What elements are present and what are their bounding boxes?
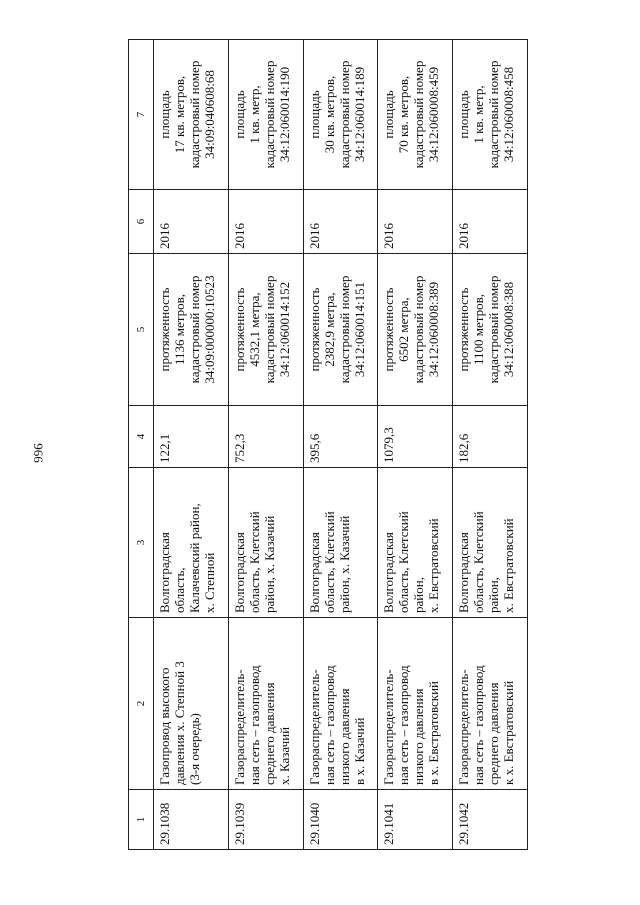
land-plot: площадь 1 кв. метр, кадастровый номер 34:12:060008:458 (453, 40, 528, 190)
object-characteristics: протяженность 4532,1 метра, кадастровый номер 34:12:060014:152 (228, 254, 303, 406)
object-characteristics: протяженность 6502 метра, кадастровый номер 34:12:060008:389 (378, 254, 453, 406)
table-row (453, 40, 528, 850)
rotated-table-wrapper (128, 40, 528, 850)
object-cost: 182,6 (453, 406, 528, 468)
object-location: Волгоградская область, Клетский район, х. Евстратовский (378, 468, 453, 618)
column-number: 2 (129, 618, 154, 790)
row-id: 29.1039 (228, 790, 303, 850)
object-location: Волгоградская область, Клетский район, х. Казачий (228, 468, 303, 618)
column-number: 1 (129, 790, 154, 850)
column-number: 5 (129, 254, 154, 406)
object-name: Газораспределитель- ная сеть – газопровод низкого давления в х. Евстратовский (378, 618, 453, 790)
column-number-row (129, 40, 154, 850)
object-year: 2016 (303, 190, 378, 254)
row-id: 29.1040 (303, 790, 378, 850)
table-row (154, 40, 229, 850)
object-year: 2016 (228, 190, 303, 254)
column-number: 4 (129, 406, 154, 468)
object-location: Волгоградская область, Клетский район, х. Казачий (303, 468, 378, 618)
land-plot: площадь 30 кв. метров, кадастровый номер 34:12:060014:189 (303, 40, 378, 190)
column-number: 3 (129, 468, 154, 618)
object-name: Газопровод высокого давления х. Степной 3 (3-я очередь) (154, 618, 229, 790)
object-cost: 752,3 (228, 406, 303, 468)
land-plot: площадь 1 кв. метр, кадастровый номер 34:12:060014:190 (228, 40, 303, 190)
row-id: 29.1038 (154, 790, 229, 850)
row-id: 29.1041 (378, 790, 453, 850)
property-table (128, 39, 528, 850)
object-cost: 1079,3 (378, 406, 453, 468)
table-row (378, 40, 453, 850)
object-characteristics: протяженность 1100 метров, кадастровый номер 34:12:060008:388 (453, 254, 528, 406)
object-name: Газораспределитель- ная сеть – газопровод низкого давления в х. Казачий (303, 618, 378, 790)
land-plot: площадь 70 кв. метров, кадастровый номер 34:12:060008:459 (378, 40, 453, 190)
object-name: Газораспределитель- ная сеть – газопровод среднего давления х. Казачий (228, 618, 303, 790)
object-year: 2016 (378, 190, 453, 254)
row-id: 29.1042 (453, 790, 528, 850)
table-row (303, 40, 378, 850)
land-plot: площадь 17 кв. метров, кадастровый номер 34:09:040608:68 (154, 40, 229, 190)
object-cost: 122,1 (154, 406, 229, 468)
object-cost: 395,6 (303, 406, 378, 468)
column-number: 6 (129, 190, 154, 254)
object-year: 2016 (453, 190, 528, 254)
page-number: 966 (31, 443, 46, 463)
object-characteristics: протяженность 1136 метров, кадастровый номер 34:09:000000:10523 (154, 254, 229, 406)
table-row (228, 40, 303, 850)
object-name: Газораспределитель- ная сеть – газопровод среднего давления к х. Евстратовский (453, 618, 528, 790)
object-characteristics: протяженность 2382,9 метра, кадастровый номер 34:12:060014:151 (303, 254, 378, 406)
object-location: Волгоградская область, Калачевский район, х. Степной (154, 468, 229, 618)
column-number: 7 (129, 40, 154, 190)
object-year: 2016 (154, 190, 229, 254)
object-location: Волгоградская область, Клетский район, х. Евстратовский (453, 468, 528, 618)
